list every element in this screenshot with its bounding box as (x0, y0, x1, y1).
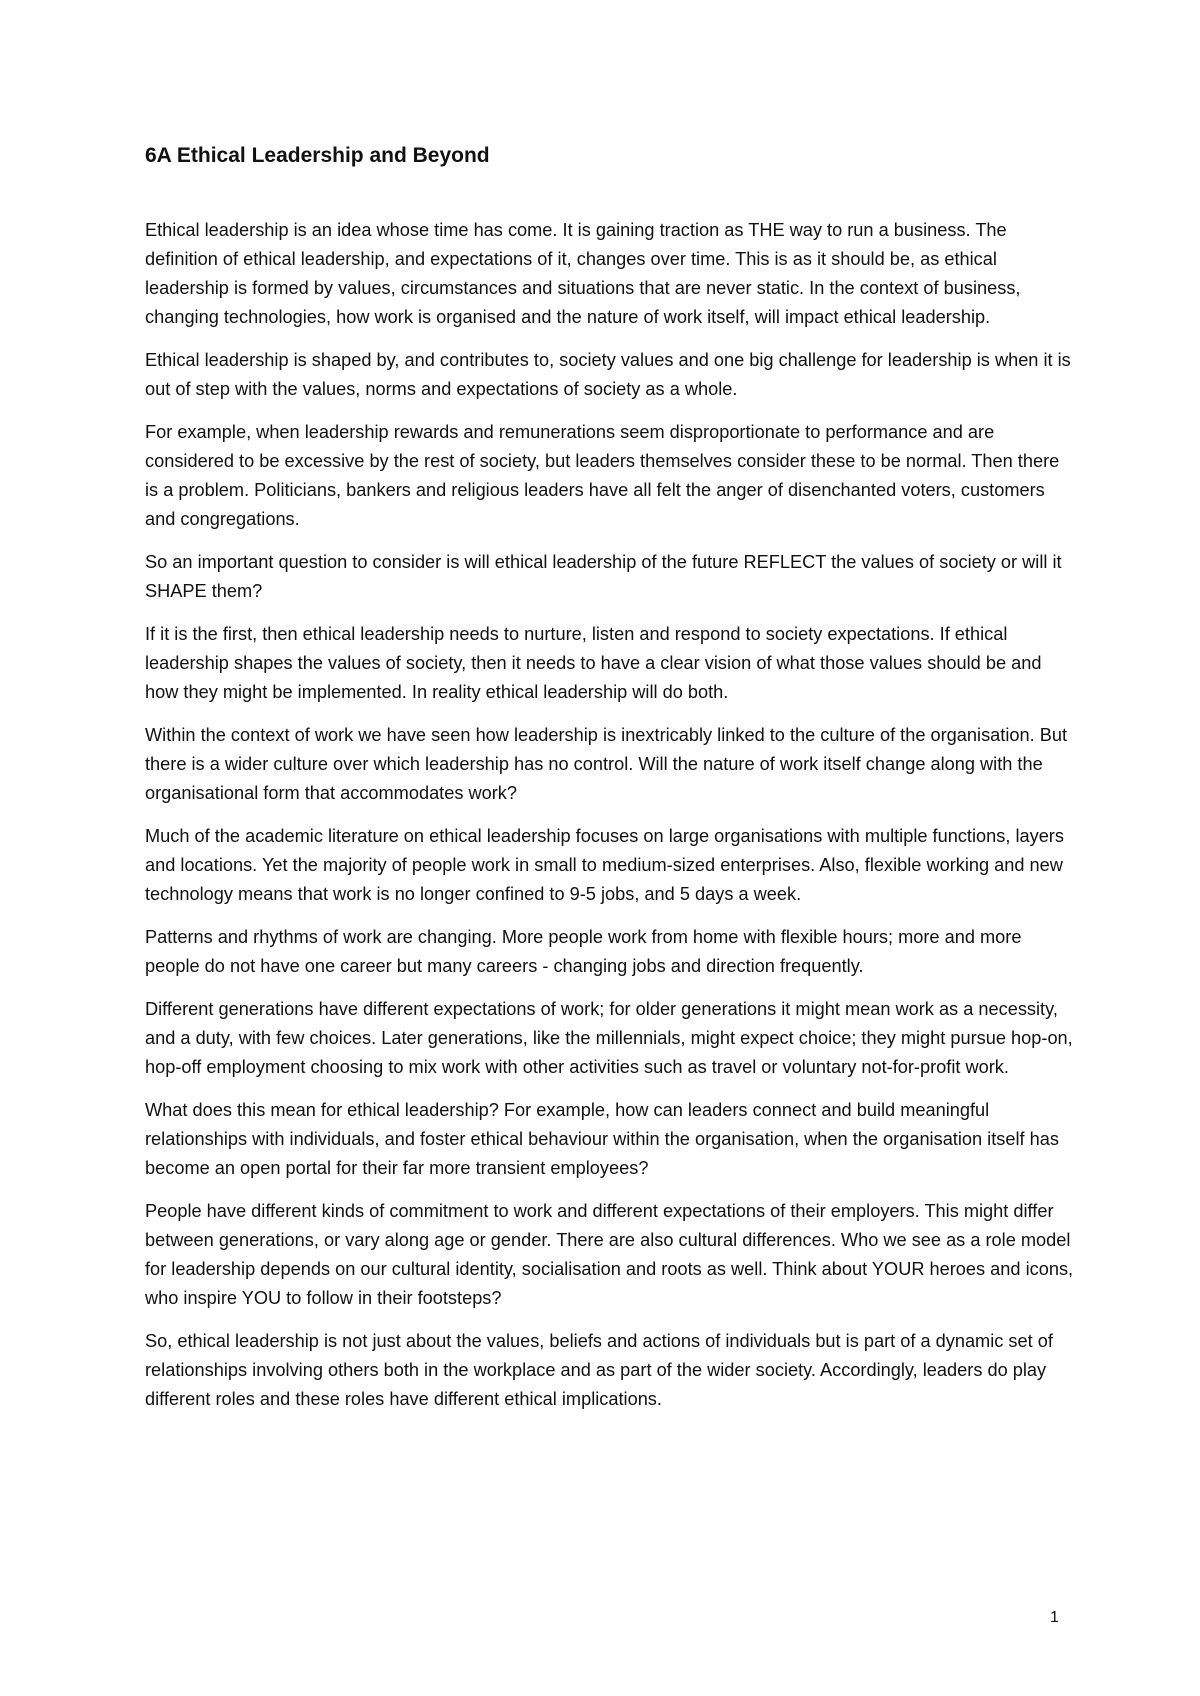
paragraph: If it is the first, then ethical leadership needs to nurture, listen and respond to society expectations. If ethical leadership shapes the values of society, then it needs to have a clear vision of what those values should be and how they might be implemented. In reality ethical leadership will do both. (145, 624, 1042, 702)
document-title: 6A Ethical Leadership and Beyond (145, 144, 490, 167)
paragraph: Ethical leadership is shaped by, and contributes to, society values and one big challenge for leadership is when it is out of step with the values, norms and expectations of society as a whole. (145, 350, 1071, 399)
paragraph: Within the context of work we have seen how leadership is inextricably linked to the culture of the organisation. But there is a wider culture over which leadership has no control. Will the nature of work itself change along with the organisational form that accommodates work? (145, 725, 1068, 803)
paragraph: Much of the academic literature on ethical leadership focuses on large organisations with multiple functions, layers and locations. Yet the majority of people work in small to medium-sized enterprises. Also, flexible working and new technology means that work is no longer confined to 9-5 jobs, and 5 days a week. (145, 826, 1064, 904)
page-number: 1 (1050, 1609, 1059, 1626)
paragraph: For example, when leadership rewards and remunerations seem disproportionate to performance and are considered to be excessive by the rest of society, but leaders themselves consider these to be normal. Then there is a problem. Politicians, bankers and religious leaders have all felt the anger of disenchanted voters, customers and congregations. (145, 422, 1060, 529)
document-body (145, 142, 1075, 1428)
paragraph: So an important question to consider is will ethical leadership of the future REFLECT the values of society or will it SHAPE them? (145, 552, 1062, 601)
paragraph: Patterns and rhythms of work are changing. More people work from home with flexible hours; more and more people do not have one career but many careers - changing jobs and direction frequently. (145, 927, 1022, 976)
paragraph: So, ethical leadership is not just about the values, beliefs and actions of individuals but is part of a dynamic set of relationships involving others both in the workplace and as part of the wider society. Accordingly, leaders do play different roles and these roles have different ethical implications. (145, 1331, 1053, 1409)
paragraph: People have different kinds of commitment to work and different expectations of their employers. This might differ between generations, or vary along age or gender. There are also cultural differences. Who we see as a role model for leadership depends on our cultural identity, socialisation and roots as well. Think about YOUR heroes and icons, who inspire YOU to follow in their footsteps? (145, 1201, 1074, 1308)
paragraph: Ethical leadership is an idea whose time has come. It is gaining traction as THE way to run a business. The definition of ethical leadership, and expectations of it, changes over time. This is as it should be, as ethical leadership is formed by values, circumstances and situations that are never static. In the context of business, changing technologies, how work is organised and the nature of work itself, will impact ethical leadership. (145, 220, 1021, 327)
paragraph: Different generations have different expectations of work; for older generations it might mean work as a necessity, and a duty, with few choices. Later generations, like the millennials, might expect choice; they might pursue hop-on, hop-off employment choosing to mix work with other activities such as travel or voluntary not-for-profit work. (145, 999, 1073, 1077)
paragraph: What does this mean for ethical leadership? For example, how can leaders connect and build meaningful relationships with individuals, and foster ethical behaviour within the organisation, when the organisation itself has become an open portal for their far more transient employees? (145, 1100, 1059, 1178)
